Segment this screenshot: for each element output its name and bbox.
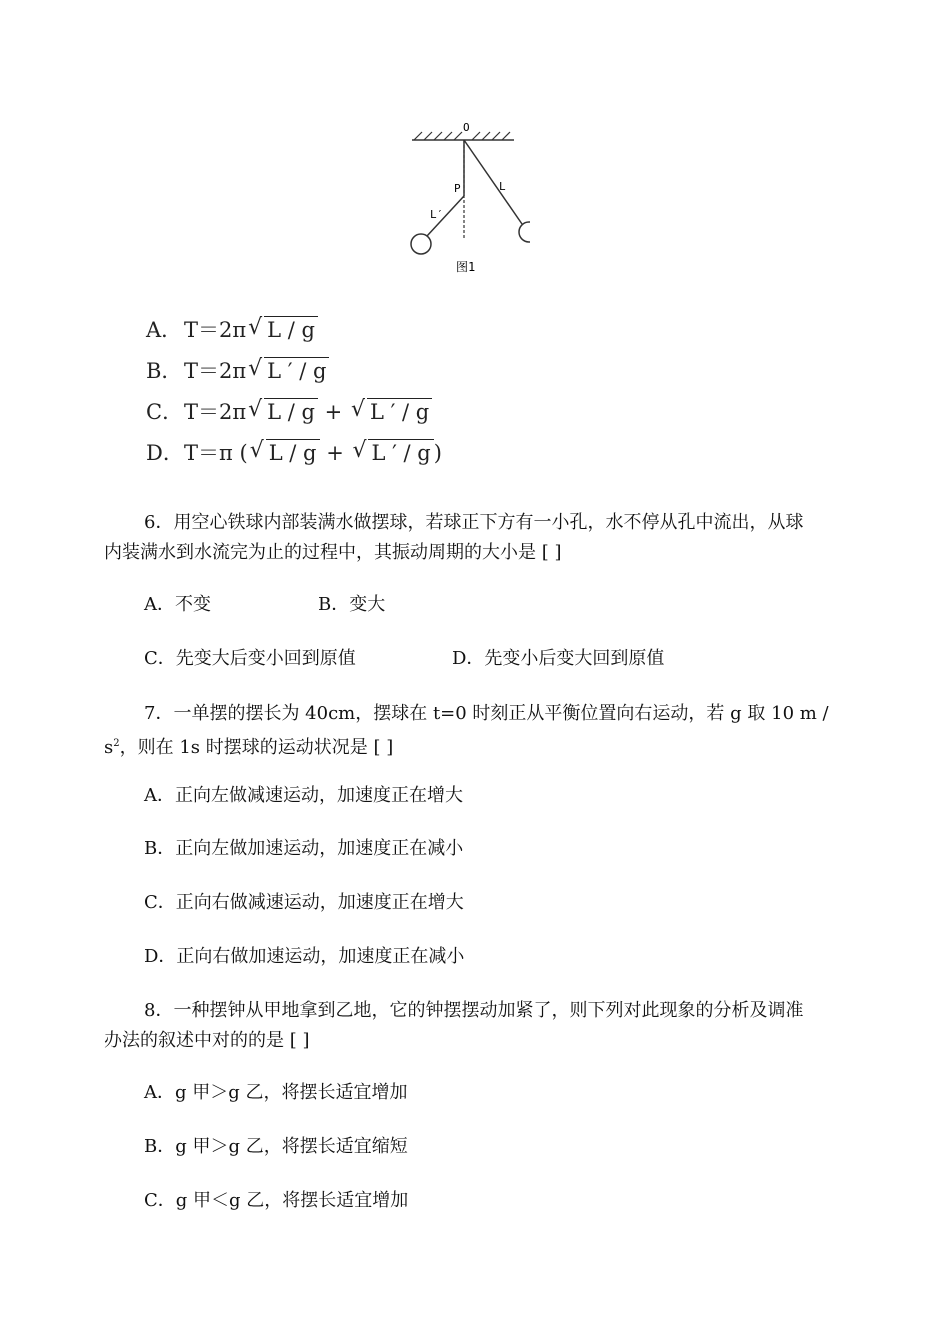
prev-option-d: D．T＝π (√ L / g + √ L ′ / g ) [146,436,442,470]
pendulum-diagram [400,118,530,283]
q7-stem-line2: $s^2$，则在 1s 时摆球的运动状况是 [ ] [104,737,394,758]
q7-option-a: A．正向左做减速运动，加速度正在增大 [144,785,463,806]
pendulum-figure [400,118,530,283]
q6-option-a: A．不变 [144,594,211,615]
left-bob [411,234,431,254]
q8-option-a: A．g 甲＞g 乙，将摆长适宜增加 [144,1082,408,1103]
label-p: P [454,182,461,195]
q7-stem-line1: 7．一单摆的摆长为 40cm，摆球在 t=0 时刻正从平衡位置向右运动，若 g 取 10 m / [144,703,829,724]
q6-option-c: C．先变大后变小回到原值 [144,648,356,669]
q6-stem-line2: 内装满水到水流完为止的过程中，其振动周期的大小是 [ ] [104,542,562,563]
prev-option-c: C．T＝2π√ L / g + √ L ′ / g [146,395,432,429]
q8-option-c: C．g 甲＜g 乙，将摆长适宜增加 [144,1190,409,1211]
ceiling-hatching [414,132,510,140]
q8-stem-line1: 8．一种摆钟从甲地拿到乙地，它的钟摆摆动加紧了，则下列对此现象的分析及调准 [144,1000,804,1021]
q8-stem-line2: 办法的叙述中对的的是 [ ] [104,1030,310,1051]
figure-caption: 图1 [456,260,476,274]
q7-option-c: C．正向右做减速运动，加速度正在增大 [144,892,464,913]
q7-option-d: D．正向右做加速运动，加速度正在减小 [144,946,465,967]
long-string [464,140,522,224]
prev-option-b: B．T＝2π√ L ′ / g [146,354,329,388]
label-l: L [499,180,506,193]
right-bob [519,222,530,242]
label-l-prime: L′ [430,208,444,221]
prev-option-a: A．T＝2π√ L / g [146,313,318,347]
q7-option-b: B．正向左做加速运动，加速度正在减小 [144,838,464,859]
q6-option-d: D．先变小后变大回到原值 [452,648,665,669]
q6-stem-line1: 6．用空心铁球内部装满水做摆球，若球正下方有一小孔，水不停从孔中流出，从球 [144,512,804,533]
label-o: O [463,121,470,134]
q8-option-b: B．g 甲＞g 乙，将摆长适宜缩短 [144,1136,408,1157]
q6-option-b: B．变大 [318,594,386,615]
